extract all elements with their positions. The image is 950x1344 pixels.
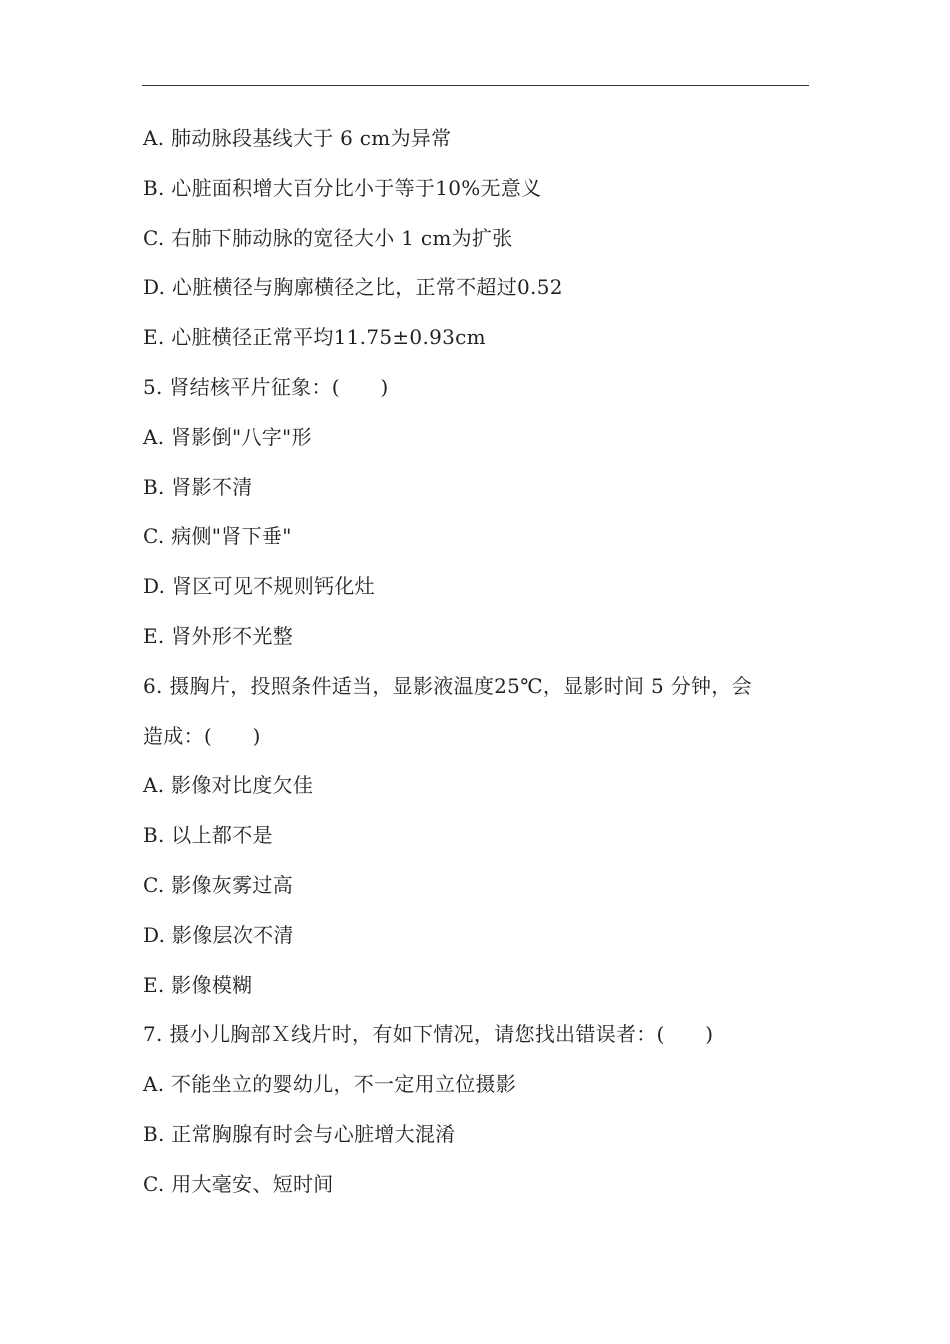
header-rule [142, 85, 809, 86]
q4-option-a: A. 肺动脉段基线大于 6 cm为异常 [143, 126, 452, 150]
q5-option-a: A. 肾影倒"八字"形 [143, 424, 312, 449]
q7-option-a: A. 不能坐立的婴幼儿，不一定用立位摄影 [143, 1072, 517, 1097]
q6-question: 6. 摄胸片，投照条件适当，显影液温度25℃，显影时间 5 分钟，会 [143, 673, 752, 698]
q4-option-e: E. 心脏横径正常平均11.75±0.93cm [143, 325, 486, 350]
q6-option-e: E. 影像模糊 [143, 972, 253, 997]
q4-option-d: D. 心脏横径与胸廓横径之比，正常不超过0.52 [143, 275, 563, 300]
q7-question: 7. 摄小儿胸部Ｘ线片时，有如下情况，请您找出错误者：( ) [143, 1022, 714, 1047]
q6-option-a: A. 影像对比度欠佳 [143, 773, 314, 798]
q6-option-b: B. 以上都不是 [143, 823, 273, 848]
q4-option-b: B. 心脏面积增大百分比小于等于10%无意义 [143, 175, 542, 200]
q6-option-d: D. 影像层次不清 [143, 922, 294, 947]
q5-option-c: C. 病侧"肾下垂" [143, 524, 292, 549]
q6-option-c: C. 影像灰雾过高 [143, 872, 294, 897]
q5-option-e: E. 肾外形不光整 [143, 623, 294, 648]
q5-option-d: D. 肾区可见不规则钙化灶 [143, 574, 375, 599]
q4-option-c: C. 右肺下肺动脉的宽径大小 1 cm为扩张 [143, 225, 513, 250]
q6-question-continued: 造成：( ) [143, 723, 261, 748]
q5-option-b: B. 肾影不清 [143, 474, 253, 499]
q7-option-c: C. 用大毫安、短时间 [143, 1171, 334, 1196]
q5-question: 5. 肾结核平片征象：( ) [143, 374, 389, 399]
q7-option-b: B. 正常胸腺有时会与心脏增大混淆 [143, 1121, 456, 1146]
document-body [143, 114, 813, 1210]
